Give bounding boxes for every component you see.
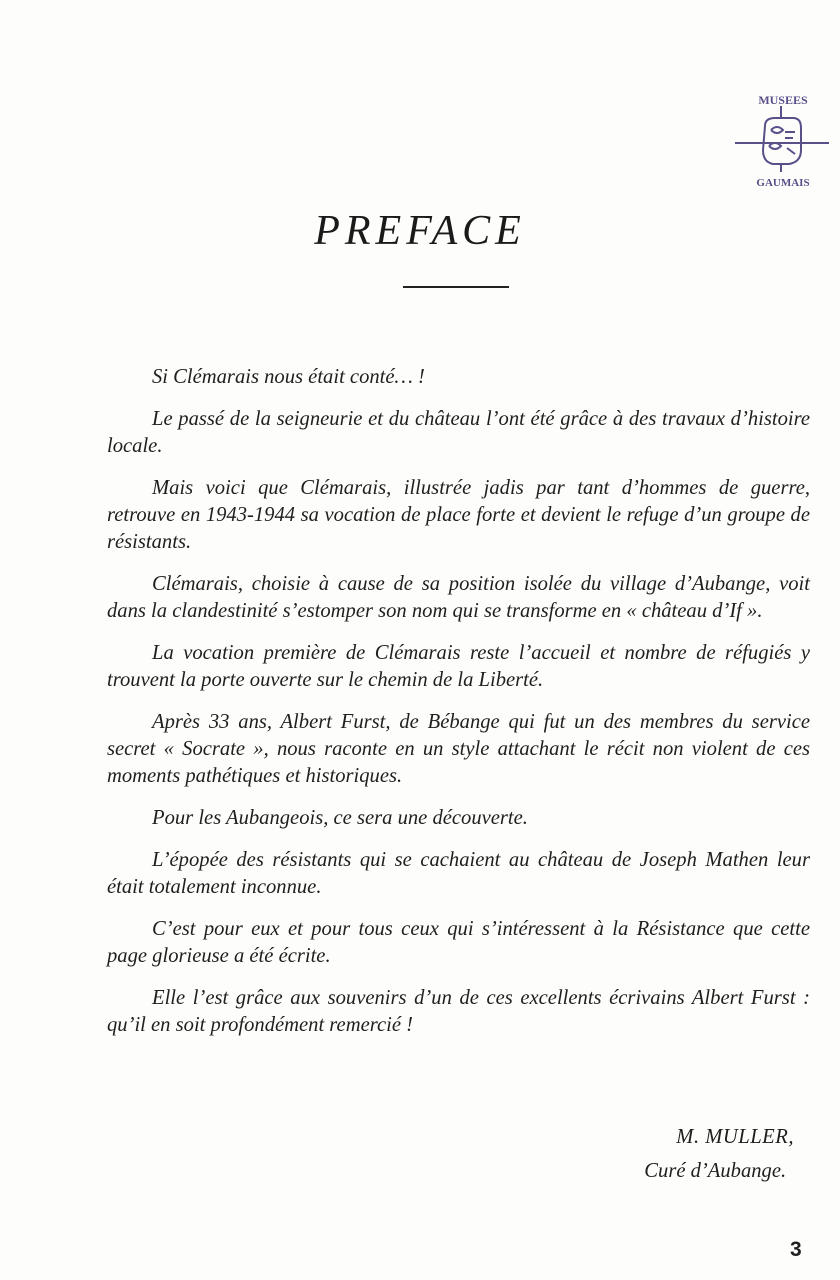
- paragraph: Après 33 ans, Albert Furst, de Bébange qui fut un des membres du service secret « Socrate », nous raconte en un style attachant le récit non violent de ces moments pathétiques et historiques.: [107, 711, 810, 787]
- page-title: PREFACE: [314, 208, 526, 254]
- paragraph: L’épopée des résistants qui se cachaient au château de Joseph Mathen leur était totalement inconnue.: [107, 849, 810, 898]
- paragraph: La vocation première de Clémarais reste l’accueil et nombre de réfugiés y trouvent la porte ouverte sur le chemin de la Liberté.: [107, 642, 810, 691]
- paragraph: Mais voici que Clémarais, illustrée jadis par tant d’hommes de guerre, retrouve en 1943-1944 sa vocation de place forte et devient le refuge d’un groupe de résistants.: [107, 477, 810, 553]
- signature-block: [644, 1120, 794, 1188]
- preface-body: [107, 364, 810, 1054]
- paragraph: Elle l’est grâce aux souvenirs d’un de ces excellents écrivains Albert Furst : qu’il en soit profondément remercié !: [107, 987, 810, 1036]
- page-number: 3: [790, 1238, 802, 1261]
- paragraph: Si Clémarais nous était conté… !: [152, 366, 425, 388]
- stamp-bottom-text: GAUMAIS: [756, 177, 810, 189]
- signature-name: M. MULLER,: [676, 1126, 794, 1148]
- museum-stamp: [733, 88, 833, 192]
- paragraph: C’est pour eux et pour tous ceux qui s’intéressent à la Résistance que cette page glorieuse a été écrite.: [107, 918, 810, 967]
- paragraph: Pour les Aubangeois, ce sera une découverte.: [152, 807, 528, 829]
- stamp-top-text: MUSEES: [758, 93, 808, 107]
- title-divider: [403, 286, 509, 288]
- paragraph: Clémarais, choisie à cause de sa position isolée du village d’Aubange, voit dans la clandestinité s’estomper son nom qui se transforme en « château d’If ».: [107, 573, 810, 622]
- signature-role: Curé d’Aubange.: [644, 1160, 787, 1182]
- paragraph: Le passé de la seigneurie et du château l’ont été grâce à des travaux d’histoire locale.: [107, 408, 810, 457]
